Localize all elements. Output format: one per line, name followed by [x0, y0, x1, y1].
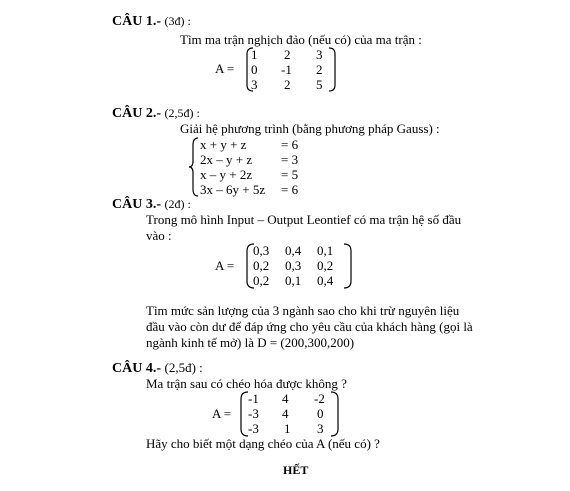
q3-matrix — [215, 243, 355, 289]
q1-points: (3đ) : — [164, 14, 191, 28]
q1-matrix-label: A = — [215, 61, 235, 76]
q2-eq-lhs: 2x – y + z — [200, 152, 253, 167]
q2-equation-rhs: = 6 — [281, 137, 299, 152]
q2-title: CÂU 2.- — [112, 106, 161, 121]
q3-points: (2đ) : — [164, 197, 191, 211]
q2-equation — [200, 182, 265, 198]
q3-cell: 0,2 — [253, 258, 270, 273]
q1-cell: 3 — [316, 47, 323, 62]
q3-cell: 0,1 — [317, 243, 334, 258]
q1-title: CÂU 1.- — [112, 14, 161, 29]
q4-cell: 1 — [284, 421, 291, 436]
q4-cell: -2 — [314, 391, 325, 406]
q2-equation — [200, 152, 252, 168]
q1-prompt: Tìm ma trận nghịch đảo (nếu có) của ma trận : — [180, 32, 422, 47]
q2-equation-rhs: = 5 — [281, 167, 299, 182]
q3-cell: 0,2 — [317, 258, 334, 273]
q4-title: CÂU 4.- — [112, 361, 161, 376]
q2-equation — [200, 137, 246, 153]
q4-cell: 3 — [317, 421, 324, 436]
q3-cell: 0,4 — [317, 273, 334, 288]
q4-matrix-label: A = — [212, 406, 232, 421]
q3-cell: 0,2 — [253, 273, 270, 288]
q3-paragraph-line: ngành kinh tế mở) là D = (200,300,200) — [146, 335, 355, 350]
q4-cell: 0 — [317, 406, 324, 421]
q2-system-brace — [188, 137, 200, 197]
q3-prompt-line: Trong mô hình Input – Output Leontief có ma trận hệ số đầu — [146, 212, 462, 227]
q3-prompt — [146, 212, 526, 244]
q3-title: CÂU 3.- — [112, 197, 161, 212]
q1-cell: 5 — [316, 77, 323, 92]
q4-cell: 4 — [282, 406, 289, 421]
q4-heading — [112, 360, 203, 377]
q2-equation-rhs: = 6 — [281, 182, 299, 197]
q2-prompt: Giải hệ phương trình (bằng phương pháp Gauss) : — [180, 121, 440, 136]
q4-cell: -1 — [248, 391, 259, 406]
end-marker: HẾT — [283, 463, 309, 477]
q3-heading — [112, 197, 191, 213]
q3-cell: 0,3 — [285, 258, 302, 273]
q2-eq-lhs: x – y + 2z — [200, 167, 253, 182]
q1-cell: 0 — [251, 62, 258, 77]
q4-cell: -3 — [248, 421, 259, 436]
q4-followup: Hãy cho biết một dạng chéo của A (nếu có) ? — [146, 436, 380, 451]
q1-matrix — [215, 47, 335, 92]
q1-cell: 2 — [284, 47, 291, 62]
q3-paragraph — [146, 303, 546, 351]
q2-heading — [112, 106, 200, 122]
q2-eq-lhs: x + y + z — [200, 137, 247, 152]
q3-cell: 0,4 — [285, 243, 302, 258]
q2-points: (2,5đ) : — [164, 106, 200, 120]
q1-cell: 1 — [251, 47, 258, 62]
q3-prompt-line: vào : — [146, 228, 172, 243]
q2-equation — [200, 167, 252, 183]
q3-paragraph-line: đầu vào còn dư để đáp ứng cho yêu cầu của khách hàng (gọi là — [146, 319, 473, 334]
q1-cell: 2 — [284, 77, 291, 92]
q1-heading — [112, 14, 191, 30]
q4-cell: -3 — [248, 406, 259, 421]
q2-equation-rhs: = 3 — [281, 152, 299, 167]
q3-matrix-label: A = — [215, 258, 235, 273]
q1-cell: 2 — [316, 62, 323, 77]
q4-cell: 4 — [282, 391, 289, 406]
q1-cell: -1 — [281, 62, 292, 77]
q1-right-bracket — [327, 47, 337, 92]
q4-right-bracket — [330, 391, 340, 437]
q3-cell: 0,1 — [285, 273, 302, 288]
q3-paragraph-line: Tìm mức sản lượng của 3 ngành sao cho khi trừ nguyên liệu — [146, 303, 460, 318]
q4-points: (2,5đ) : — [164, 360, 203, 375]
q4-prompt: Ma trận sau có chéo hóa được không ? — [146, 376, 347, 391]
q1-cell: 3 — [251, 77, 258, 92]
q2-eq-lhs: 3x – 6y + 5z — [200, 182, 266, 197]
q4-matrix — [212, 391, 342, 437]
q3-right-bracket — [343, 243, 353, 289]
q3-cell: 0,3 — [253, 243, 270, 258]
